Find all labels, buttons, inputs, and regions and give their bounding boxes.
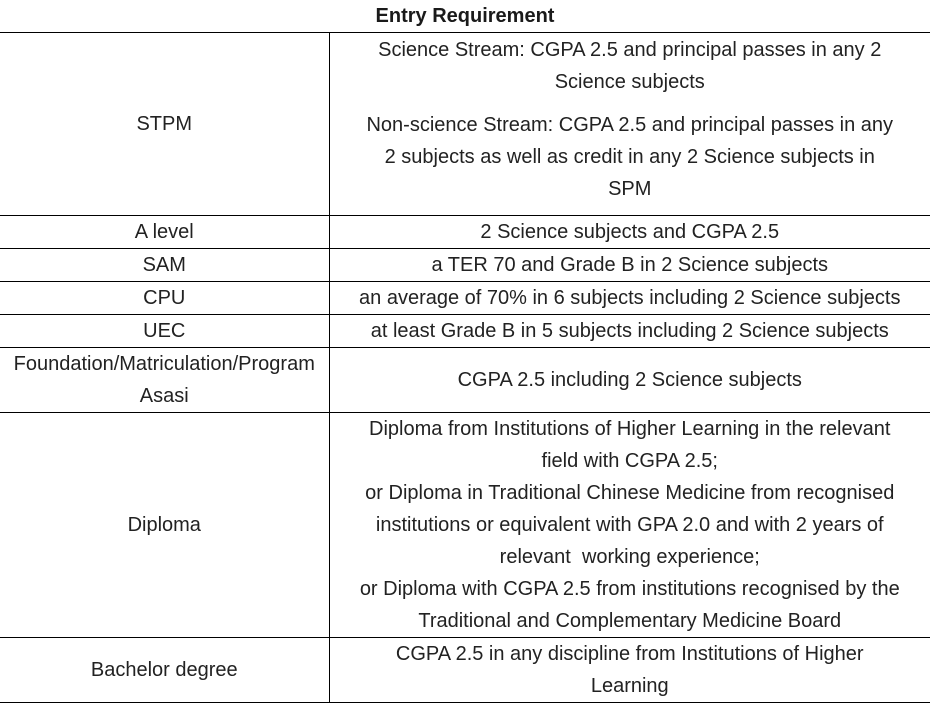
requirement-text: 2 Science subjects and CGPA 2.5 xyxy=(480,221,779,243)
qualification-label: UEC xyxy=(143,320,185,342)
requirement-line: relevant working experience; xyxy=(330,541,930,573)
requirement-line: or Diploma in Traditional Chinese Medicine from recognised xyxy=(330,477,930,509)
table-title: Entry Requirement xyxy=(0,0,930,32)
qualification-label: Foundation/Matriculation/Program xyxy=(0,348,329,380)
qualification-label: SAM xyxy=(143,254,186,276)
requirement-line: institutions or equivalent with GPA 2.0 and with 2 years of xyxy=(330,509,930,541)
table-row xyxy=(0,249,930,282)
qualification-cell xyxy=(0,315,329,348)
qualification-label: Diploma xyxy=(128,514,201,536)
table-row xyxy=(0,348,930,413)
requirement-cell xyxy=(329,249,930,282)
qualification-cell xyxy=(0,216,329,249)
requirement-line: 2 subjects as well as credit in any 2 Science subjects in xyxy=(330,141,930,173)
requirement-text: an average of 70% in 6 subjects including 2 Science subjects xyxy=(359,287,900,309)
qualification-cell xyxy=(0,33,329,216)
requirement-paragraph xyxy=(330,34,930,98)
qualification-label: Bachelor degree xyxy=(91,659,238,681)
requirement-cell xyxy=(329,315,930,348)
requirement-paragraph xyxy=(330,109,930,205)
table-row xyxy=(0,33,930,216)
qualification-label: STPM xyxy=(136,113,192,135)
requirement-cell xyxy=(329,216,930,249)
requirement-cell xyxy=(329,282,930,315)
requirement-cell xyxy=(329,33,930,216)
requirement-text: CGPA 2.5 including 2 Science subjects xyxy=(458,369,802,391)
requirement-line: CGPA 2.5 in any discipline from Institutions of Higher xyxy=(330,638,930,670)
requirement-line: or Diploma with CGPA 2.5 from institutions recognised by the xyxy=(330,573,930,605)
entry-requirement-table xyxy=(0,32,930,703)
requirement-line: field with CGPA 2.5; xyxy=(330,445,930,477)
requirement-text: a TER 70 and Grade B in 2 Science subjects xyxy=(431,254,828,276)
requirement-cell xyxy=(329,348,930,413)
qualification-cell xyxy=(0,413,329,638)
requirement-line: Science subjects xyxy=(330,66,930,98)
requirement-text: at least Grade B in 5 subjects including 2 Science subjects xyxy=(371,320,889,342)
requirement-line: Traditional and Complementary Medicine Board xyxy=(330,605,930,637)
table-row xyxy=(0,638,930,703)
table-row xyxy=(0,315,930,348)
requirement-line: Science Stream: CGPA 2.5 and principal passes in any 2 xyxy=(330,34,930,66)
requirement-line: Learning xyxy=(330,670,930,702)
qualification-cell xyxy=(0,348,329,413)
table-row xyxy=(0,216,930,249)
qualification-label: CPU xyxy=(143,287,185,309)
requirement-cell xyxy=(329,638,930,703)
qualification-cell xyxy=(0,638,329,703)
requirement-line: SPM xyxy=(330,173,930,205)
requirement-line: Non-science Stream: CGPA 2.5 and principal passes in any xyxy=(330,109,930,141)
table-row xyxy=(0,413,930,638)
qualification-cell xyxy=(0,282,329,315)
requirement-line: Diploma from Institutions of Higher Learning in the relevant xyxy=(330,413,930,445)
requirement-cell xyxy=(329,413,930,638)
qualification-label: Asasi xyxy=(0,380,329,412)
qualification-cell xyxy=(0,249,329,282)
table-row xyxy=(0,282,930,315)
qualification-label: A level xyxy=(135,221,194,243)
